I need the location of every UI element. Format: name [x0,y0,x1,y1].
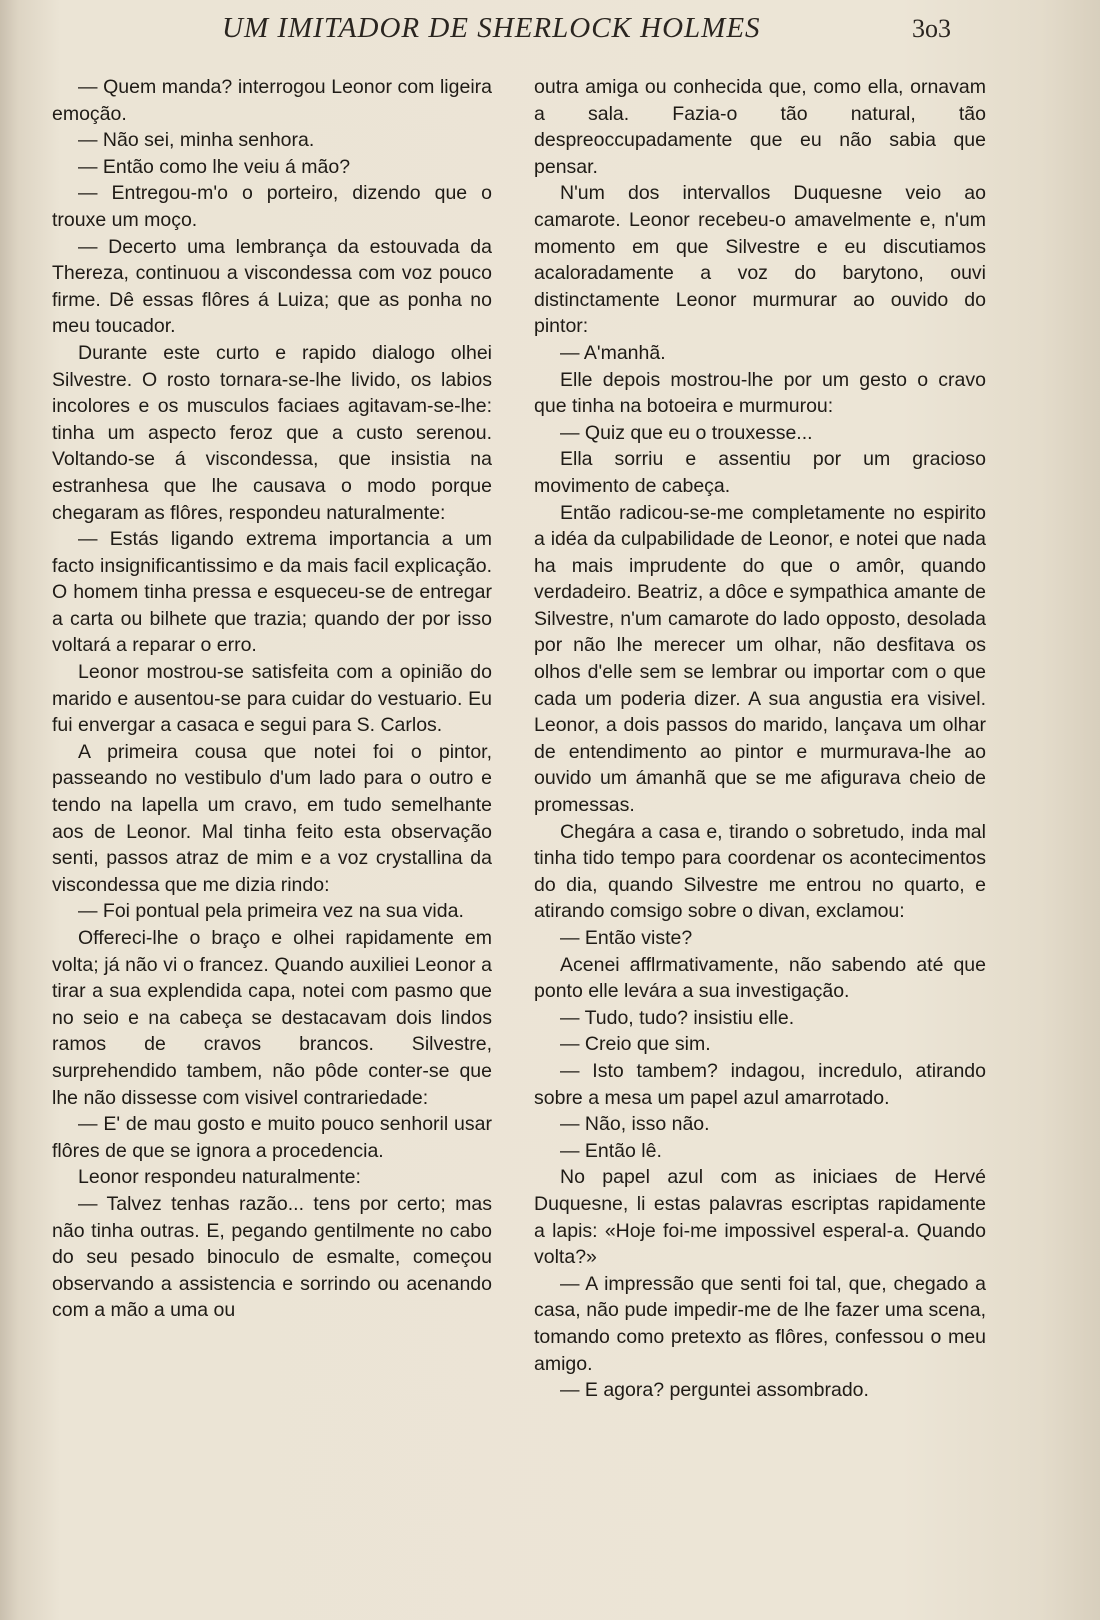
paragraph: Então radicou-se-me completamente no espirito a idéa da culpabilidade de Leonor, e notei que nada ha mais imprudente do que o amôr, quando verdadeiro. Beatriz, a dôce e sympathica amante de Silvestre, n'um camarote do lado opposto, desolada por não lhe merecer um olhar, não desfitava os olhos d'elle sem se lembrar ou importar com o que cada um poderia dizer. A sua angustia era visivel. Leonor, a dois passos do marido, lançava um olhar de entendimento ao pintor e murmurava-lhe ao ouvido um ámanhã que se me afigurava cheio de promessas. [534,501,986,817]
paragraph: Offereci-lhe o braço e olhei rapidamente em volta; já não vi o francez. Quando auxiliei Leonor a tirar a sua explendida capa, notei com pasmo que no seio e na cabeça se destacavam dois lindos ramos de cravos brancos. Silvestre, surprehendido tambem, não pôde conter-se que lhe não dissesse com visivel contrariedade: [52,927,492,1109]
paragraph: No papel azul com as iniciaes de Hervé Duquesne, li estas palavras escriptas rapidamente a lapis: «Hoje foi-me impossivel esperal-a. Quando volta?» [534,1166,986,1269]
paragraph: — Então viste? [560,927,693,949]
paragraph: A primeira cousa que notei foi o pintor, passeando no vestibulo d'um lado para o outro e tendo na lapella um cravo, em tudo semelhante aos de Leonor. Mal tinha feito esta observação senti, passos atraz de mim e a voz crystallina da viscondessa que me dizia rindo: [52,740,492,896]
paragraph: — Então lê. [560,1139,662,1162]
paragraph: — Então como lhe veiu á mão? [78,155,351,178]
paragraph: — Creio que sim. [560,1033,711,1056]
paragraph: — Quem manda? interrogou Leonor com ligeira emoção. [52,76,492,125]
right-text-column [534,74,986,1404]
paragraph: — Isto tambem? indagou, incredulo, atirando sobre a mesa um papel azul amarrotado. [534,1059,986,1109]
paragraph: — E agora? perguntei assombrado. [560,1379,869,1402]
paragraph: Chegára a casa e, tirando o sobretudo, inda mal tinha tido tempo para coordenar os acontecimentos do dia, quando Silvestre me entrou no quarto, e atirando comsigo sobre o divan, exclamou: [534,820,986,923]
paragraph: Elle depois mostrou-lhe por um gesto o cravo que tinha na botoeira e murmurou: [534,368,986,418]
paragraph: Leonor respondeu naturalmente: [78,1166,361,1189]
paragraph: — A'manhã. [560,341,666,364]
running-title: UM IMITADOR DE SHERLOCK HOLMES [222,12,761,44]
page-header [0,12,1100,52]
paragraph: — Não, isso não. [560,1113,710,1136]
paragraph: — Não sei, minha senhora. [78,129,315,152]
paragraph: — Estás ligando extrema importancia a um facto insignificantissimo e da mais facil explicação. O homem tinha pressa e esqueceu-se de entregar a carta ou bilhete que trazia; quando der por isso voltará a reparar o erro. [52,528,492,657]
paragraph: — Talvez tenhas razão... tens por certo; mas não tinha outras. E, pegando gentilmente no cabo do seu pesado binoculo de esmalte, começou observando a assistencia e sorrindo ou acenando com a mão a uma ou [52,1192,492,1322]
paragraph: N'um dos intervallos Duquesne veio ao camarote. Leonor recebeu-o amavelmente e, n'um momento em que Silvestre e eu discutiamos acaloradamente a voz do barytono, ouvi distinctamente Leonor murmurar ao ouvido do pintor: [534,182,986,338]
paragraph: — E' de mau gosto e muito pouco senhoril usar flôres de que se ignora a procedencia. [52,1113,492,1162]
paragraph: — Foi pontual pela primeira vez na sua vida. [78,900,464,923]
paragraph: — Decerto uma lembrança da estouvada da Thereza, continuou a viscondessa com voz pouco firme. Dê essas flôres á Luiza; que as ponha no meu toucador. [52,235,492,338]
paragraph: — Entregou-m'o o porteiro, dizendo que o trouxe um moço. [52,182,492,231]
paragraph: Durante este curto e rapido dialogo olhei Silvestre. O rosto tornara-se-lhe livido, os labios incolores e os musculos faciaes agitavam-se-lhe: tinha um aspecto feroz que a custo serenou. Voltando-se á viscondessa, que insistia na estranhesa que lhe causava o modo porque chegaram as flôres, respondeu naturalmente: [52,341,492,524]
paragraph: — Quiz que eu o trouxesse... [560,421,813,444]
paragraph: Acenei afflrmativamente, não sabendo até que ponto elle levára a sua investigação. [534,953,986,1003]
paragraph: — A impressão que senti foi tal, que, chegado a casa, não pude impedir-me de lhe fazer uma scena, tomando como pretexto as flôres, confessou o meu amigo. [534,1272,986,1375]
left-text-column [52,74,492,1324]
paragraph: — Tudo, tudo? insistiu elle. [560,1006,795,1029]
paragraph: Leonor mostrou-se satisfeita com a opinião do marido e ausentou-se para cuidar do vestuario. Eu fui envergar a casaca e segui para S. Carlos. [52,661,492,737]
page-number: 3o3 [912,14,951,43]
paragraph: Ella sorriu e assentiu por um gracioso movimento de cabeça. [534,448,986,497]
paragraph: outra amiga ou conhecida que, como ella, ornavam a sala. Fazia-o tão natural, tão despreoccupadamente que eu não sabia que pensar. [534,76,986,178]
